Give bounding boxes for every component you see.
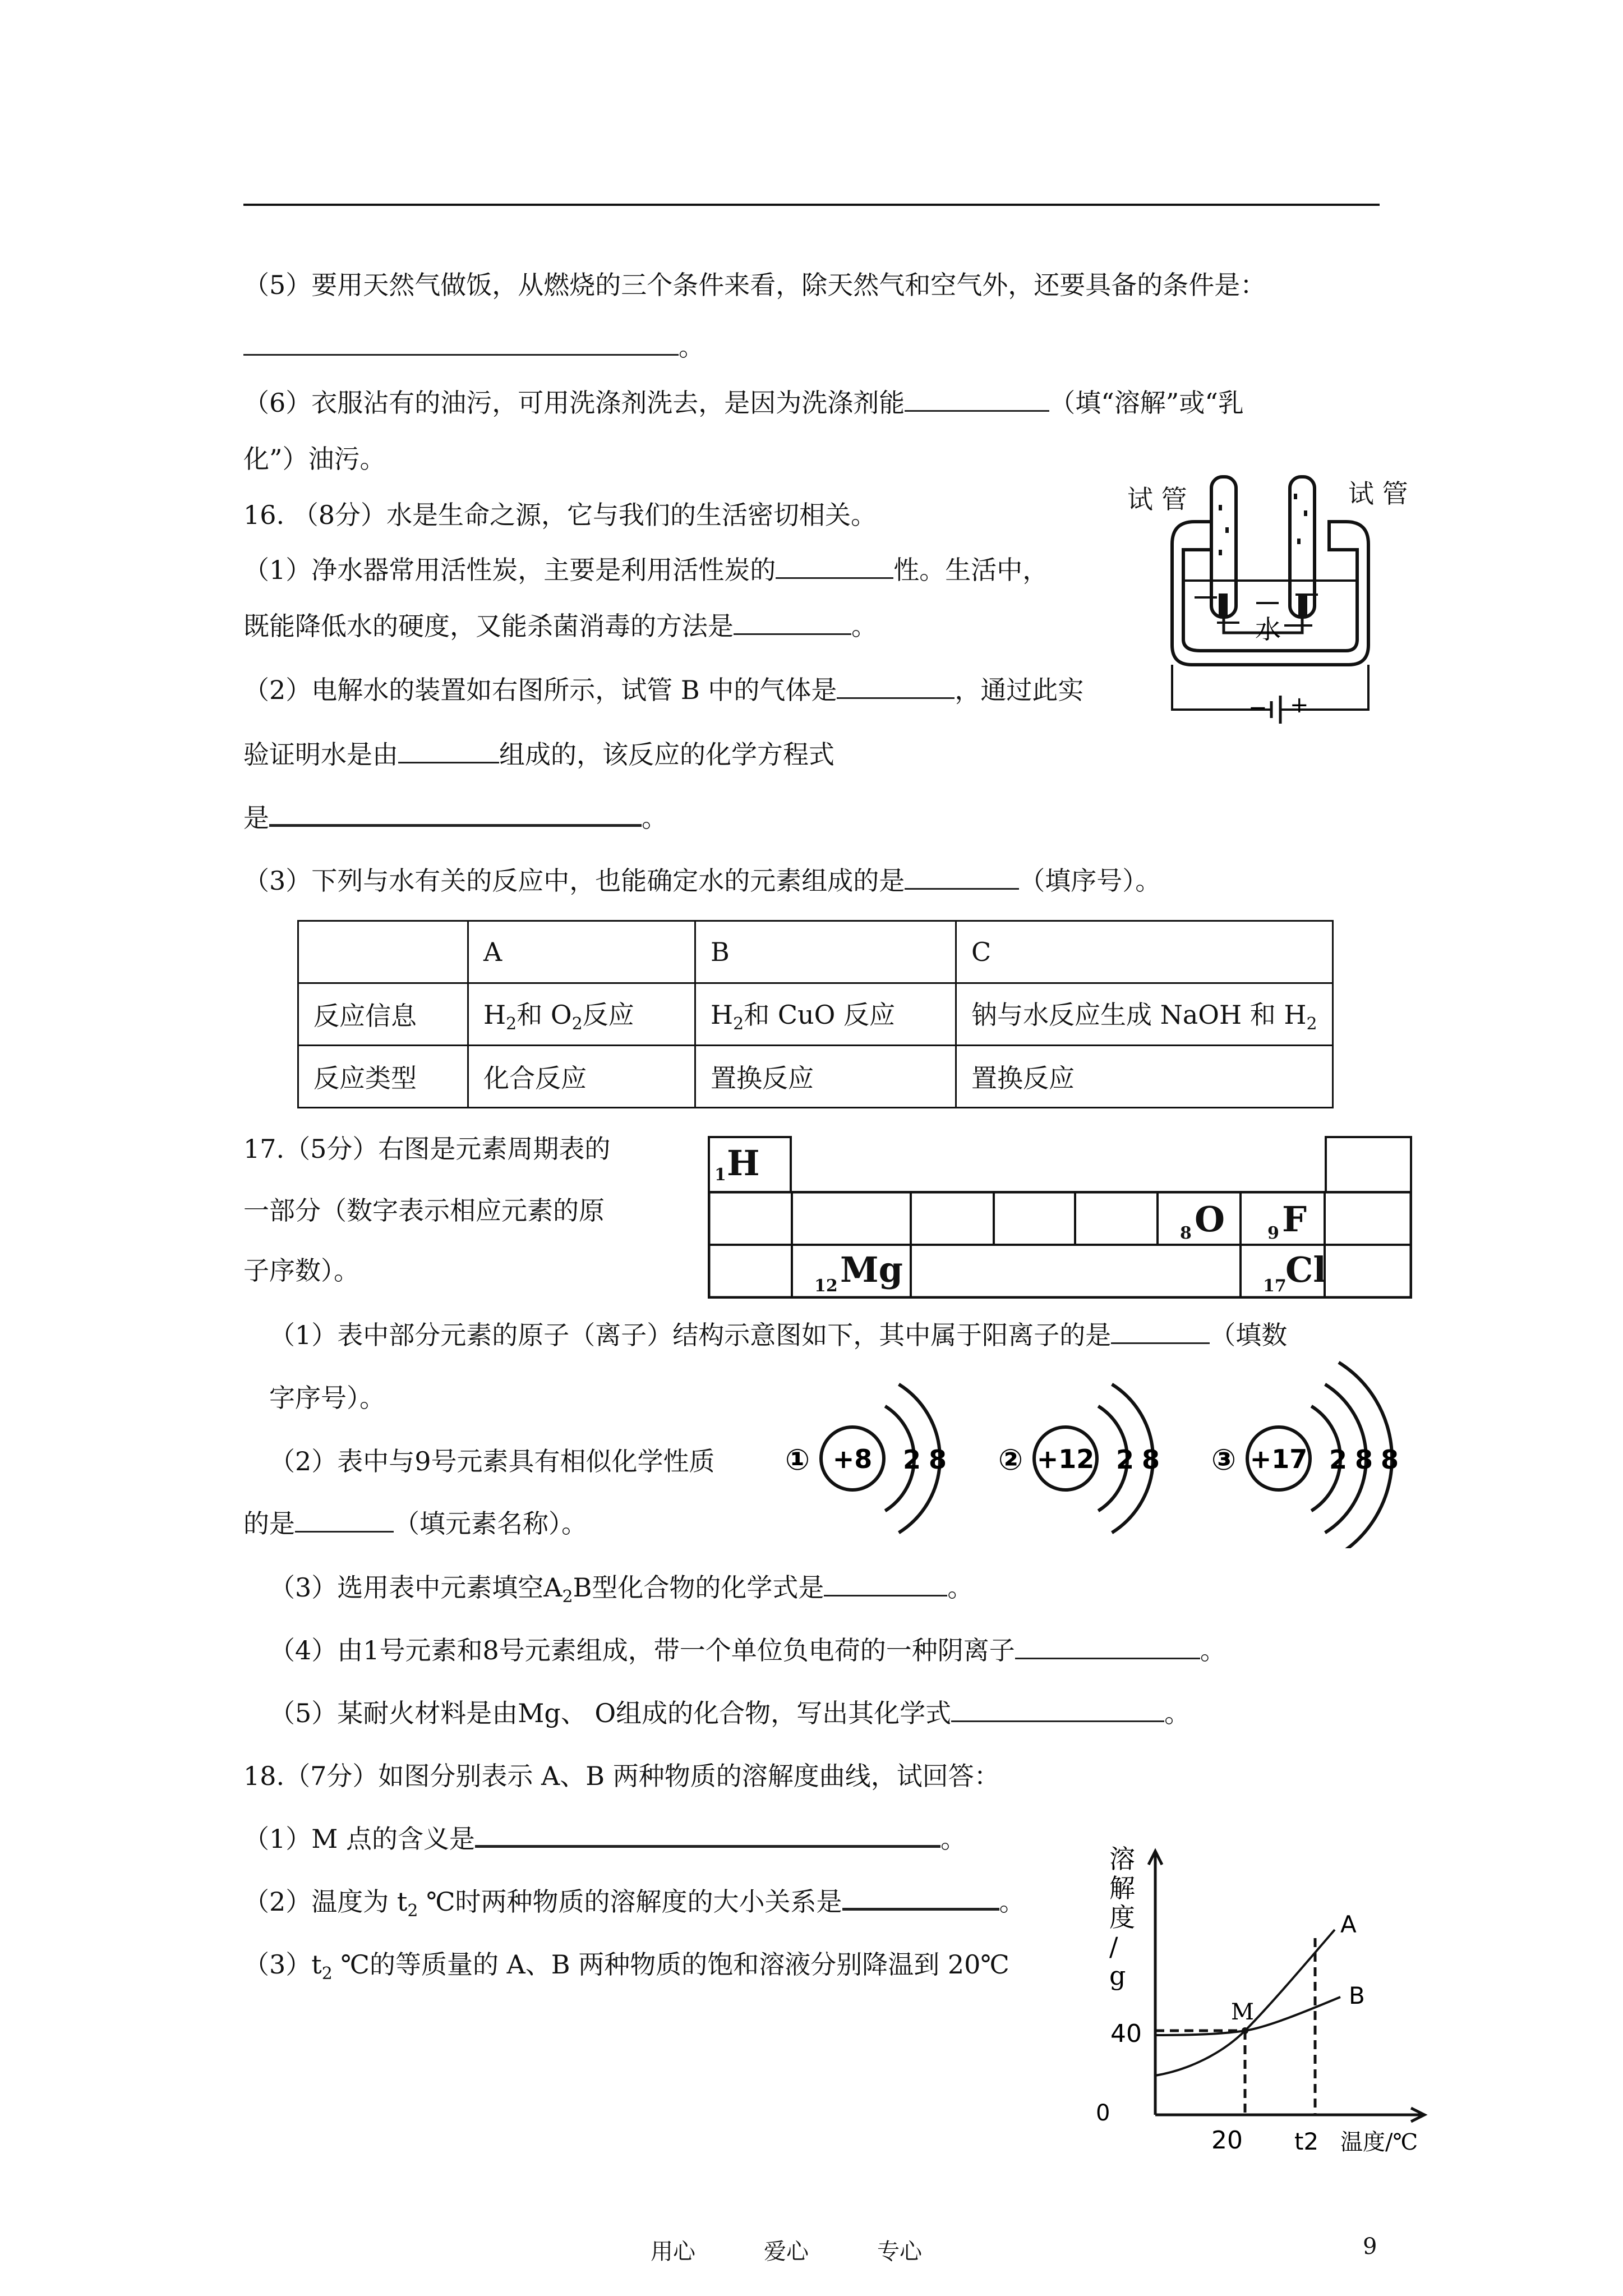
series-a-label: A: [1340, 1911, 1357, 1938]
shell-electron-count: 8: [928, 1444, 947, 1475]
answer-blank[interactable]: [269, 802, 642, 827]
q15-p5: （5）要用天然气做饭，从燃烧的三个条件来看，除天然气和空气外，还要具备的条件是：: [243, 270, 1266, 300]
answer-blank[interactable]: [905, 388, 1049, 412]
page-number: 9: [1363, 2234, 1377, 2260]
table-cell: $H_2$和 $O_2$反应: [468, 983, 695, 1046]
table-cell: 钠与水反应生成 NaOH 和 $H_2$: [956, 983, 1333, 1046]
q15-p6: （6）衣服沾有的油污，可用洗涤剂洗去，是因为洗涤剂能 （填“溶解”或“乳: [243, 388, 1244, 418]
x-tick-label: t2: [1294, 2128, 1319, 2155]
q16-p2-equation: 是 。: [243, 803, 667, 833]
nucleus-charge: +12: [1036, 1444, 1095, 1474]
footer-right: 专心: [877, 2239, 922, 2265]
element-number-o: 8: [1180, 1223, 1192, 1243]
reaction-table: [297, 920, 1334, 1108]
point-m: [1242, 2027, 1248, 2034]
table-row: [298, 921, 1333, 983]
shell-electron-count: 8: [1380, 1444, 1399, 1475]
answer-blank[interactable]: [243, 332, 679, 356]
element-cell-he: [1325, 1136, 1412, 1193]
shell-electron-count: 2: [1329, 1444, 1348, 1475]
element-symbol-o: O: [1195, 1199, 1225, 1240]
y-axis-label-char: 度: [1109, 1902, 1135, 1932]
footer-mid: 爱心: [764, 2239, 809, 2265]
battery-minus-sign: −: [1248, 695, 1267, 721]
table-cell: 反应信息: [298, 983, 468, 1046]
x-axis-label: 温度/℃: [1340, 2129, 1418, 2155]
q15-p6-cont: 化”）油污。: [243, 444, 386, 474]
tube-label-left: 试 管: [1127, 484, 1187, 514]
q17-title: 17.（5分）右图是元素周期表的: [243, 1134, 611, 1164]
x-tick-label: 20: [1211, 2126, 1243, 2155]
table-row: [298, 1046, 1333, 1108]
q15-p5-answer: 。: [243, 330, 704, 364]
table-cell: A: [468, 921, 695, 983]
atom-label: ③: [1211, 1443, 1237, 1477]
q16-p2-cont: 验证明水是由 组成的，该反应的化学方程式: [243, 739, 834, 770]
answer-blank[interactable]: [905, 866, 1019, 890]
table-cell: C: [956, 921, 1333, 983]
table-grid: [708, 1191, 1412, 1299]
electrode-right: [1298, 593, 1307, 616]
q16-p1: （1）净水器常用活性炭，主要是利用活性炭的 性。生活中，: [243, 555, 1049, 585]
table-cell: 置换反应: [956, 1046, 1333, 1108]
y-axis-label-char: /: [1109, 1931, 1118, 1962]
q18-title: 18.（7分）如图分别表示 A、B 两种物质的溶解度曲线，试回答：: [243, 1761, 1000, 1791]
q16-p3: （3）下列与水有关的反应中，也能确定水的元素组成的是 （填序号）。: [243, 866, 1161, 896]
q17-title-cont: 一部分（数字表示相应元素的原: [243, 1195, 605, 1226]
answer-blank[interactable]: [842, 1885, 999, 1911]
header-rule: [243, 204, 1380, 206]
battery-plus-sign: +: [1290, 692, 1309, 718]
y-axis-label-char: 溶: [1109, 1844, 1135, 1874]
shell-electron-count: 8: [1141, 1444, 1160, 1475]
y-axis-label-char: 解: [1109, 1873, 1135, 1903]
q17-p4: （4）由1号元素和8号元素组成，带一个单位负电荷的一种阴离子 。: [269, 1635, 1226, 1665]
footer-left: 用心: [651, 2239, 695, 2265]
answer-blank[interactable]: [824, 1572, 947, 1596]
table-cell: 化合反应: [468, 1046, 695, 1108]
q17-p3: （3）选用表中元素填空$A_2B$型化合物的化学式是 。: [269, 1572, 974, 1607]
q16-p2: （2）电解水的装置如右图所示，试管 B 中的气体是 ，通过此实: [243, 675, 1084, 705]
atom-diagram-1: [785, 1384, 947, 1533]
table-cell: [298, 921, 468, 983]
element-symbol-f: F: [1282, 1199, 1307, 1240]
solubility-chart-svg: [1094, 1829, 1441, 2165]
q16-title: 16. （8分）水是生命之源，它与我们的生活密切相关。: [243, 500, 877, 530]
q17-p1: （1）表中部分元素的原子（离子）结构示意图如下，其中属于阳离子的是 （填数: [269, 1320, 1288, 1350]
table-row: [298, 983, 1333, 1046]
q17-p5: （5）某耐火材料是由Mg、 O组成的化合物，写出其化学式 。: [269, 1698, 1191, 1728]
q17-title-end: 子序数）。: [243, 1255, 359, 1286]
answer-blank[interactable]: [1015, 1635, 1200, 1659]
element-cell-h: 1 H: [708, 1136, 792, 1193]
element-symbol-mg: Mg: [840, 1249, 903, 1290]
atom-diagram-2: [998, 1384, 1160, 1533]
nucleus-charge: +8: [832, 1444, 873, 1474]
q18-p2: （2）温度为 $t_2$ ℃时两种物质的溶解度的大小关系是 。: [243, 1887, 1025, 1921]
q18-p1: （1）M 点的含义是 。: [243, 1824, 966, 1854]
table-cell: B: [695, 921, 956, 983]
shell-electron-count: 8: [1354, 1444, 1373, 1475]
shell-electron-count: 2: [902, 1444, 921, 1475]
q17-p1-cont: 字序号）。: [269, 1383, 385, 1413]
element-symbol-cl: Cl: [1285, 1249, 1326, 1290]
answer-blank[interactable]: [734, 611, 851, 635]
answer-blank[interactable]: [951, 1698, 1164, 1722]
y-tick-label: 40: [1110, 2019, 1142, 2048]
answer-blank[interactable]: [776, 555, 893, 579]
atomic-structure-diagrams: [774, 1358, 1419, 1548]
q17-p2-cont: 的是 （填元素名称）。: [243, 1508, 587, 1539]
element-number-mg: 12: [814, 1276, 838, 1296]
electrode-left: [1219, 593, 1228, 616]
answer-blank[interactable]: [837, 675, 955, 699]
answer-blank[interactable]: [398, 739, 499, 763]
water-label: 水: [1255, 614, 1281, 645]
answer-blank[interactable]: [295, 1508, 394, 1533]
q18-p3: $(3)t_2$ ℃的等质量的 A、B 两种物质的饱和溶液分别降温到 20℃: [243, 1949, 1009, 1984]
atom-label: ①: [785, 1443, 810, 1477]
answer-blank[interactable]: [475, 1823, 940, 1848]
bubbles: [1220, 494, 1306, 555]
tube-label-right: 试 管: [1348, 478, 1408, 509]
q17-p2: （2）表中与9号元素具有相似化学性质: [269, 1446, 715, 1476]
shell-electron-count: 2: [1115, 1444, 1135, 1475]
table-cell: 置换反应: [695, 1046, 956, 1108]
table-cell: $H_2$和 CuO 反应: [695, 983, 956, 1046]
atom-label: ②: [998, 1443, 1023, 1477]
origin-label: 0: [1096, 2100, 1110, 2126]
answer-blank[interactable]: [1111, 1320, 1210, 1344]
q16-p1-cont: 既能降低水的硬度，又能杀菌消毒的方法是 。: [243, 611, 877, 641]
point-m-label: M: [1231, 1999, 1254, 2025]
periodic-table-fragment: [708, 1136, 1412, 1299]
table-cell: 反应类型: [298, 1046, 468, 1108]
element-number-f: 9: [1267, 1223, 1279, 1243]
nucleus-charge: +17: [1249, 1444, 1308, 1474]
y-axis-label-char: g: [1109, 1961, 1126, 1991]
atoms-svg: [774, 1358, 1419, 1548]
atom-diagram-3: [1211, 1363, 1399, 1548]
solubility-chart: [1094, 1829, 1441, 2165]
series-b-label: B: [1349, 1982, 1365, 2009]
element-number-cl: 17: [1263, 1276, 1287, 1296]
